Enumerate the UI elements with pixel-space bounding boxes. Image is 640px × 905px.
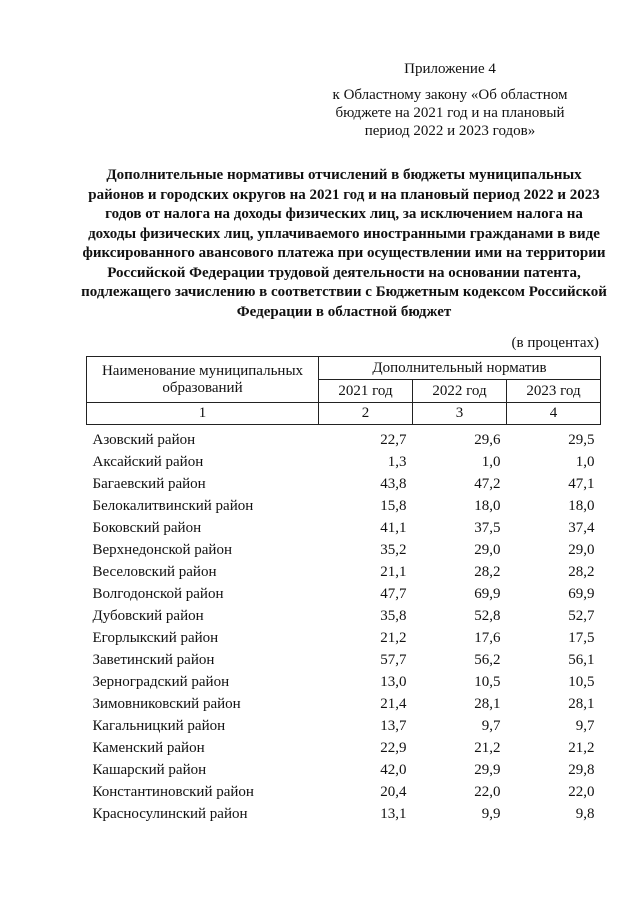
value-2021: 35,8 xyxy=(380,608,407,624)
value-2022: 52,8 xyxy=(474,608,501,624)
table-row xyxy=(87,627,601,649)
document-heading: Дополнительные нормативы отчислений в бюджеты муниципальных районов и городских округов на 2021 год и на плановый период 2022 и 2023 годов от налога на доходы физических лиц, за исключением налога на доходы физических лиц, уплачиваемого иностранными гражданами в виде фиксированного авансового платежа при осуществлении ими на территории Российской Федерации трудовой деятельности на основании патента, подлежащего зачислению в соответствии с Бюджетным кодексом Российской Федерации в областной бюджет xyxy=(81,167,607,320)
norms-table xyxy=(86,356,601,825)
value-2023: 9,7 xyxy=(575,718,595,734)
value-2023: 22,0 xyxy=(568,784,595,800)
municipality-name: Заветинский район xyxy=(92,652,215,668)
table-body xyxy=(87,425,601,826)
value-2021: 21,2 xyxy=(380,630,407,646)
value-2022: 37,5 xyxy=(474,520,501,536)
value-2023: 21,2 xyxy=(568,740,595,756)
value-2021: 13,7 xyxy=(380,718,407,734)
municipality-name: Веселовский район xyxy=(92,564,217,580)
value-2022: 1,0 xyxy=(481,454,501,470)
value-2022: 9,9 xyxy=(481,806,501,822)
value-2023: 28,2 xyxy=(568,564,595,580)
municipality-name: Егорлыкский район xyxy=(92,630,219,646)
value-2023: 1,0 xyxy=(575,454,595,470)
value-2023: 29,8 xyxy=(568,762,595,778)
table-row xyxy=(87,605,601,627)
appendix-line: период 2022 и 2023 годов» xyxy=(364,123,536,139)
municipality-name: Кашарский район xyxy=(92,762,207,778)
table-row xyxy=(87,425,601,452)
table-row xyxy=(87,737,601,759)
table-row xyxy=(87,781,601,803)
table-row xyxy=(87,451,601,473)
value-2023: 18,0 xyxy=(568,498,595,514)
appendix-title: Приложение 4 xyxy=(404,61,496,77)
value-2023: 52,7 xyxy=(568,608,595,624)
column-header-year: 2021 год xyxy=(319,380,413,403)
municipality-name: Багаевский район xyxy=(92,476,206,492)
column-number: 2 xyxy=(319,403,413,425)
table-row xyxy=(87,583,601,605)
value-2022: 28,1 xyxy=(474,696,501,712)
value-2023: 28,1 xyxy=(568,696,595,712)
appendix-line: бюджете на 2021 год и на плановый xyxy=(335,105,565,121)
municipality-name: Зимовниковский район xyxy=(92,696,241,712)
value-2021: 43,8 xyxy=(380,476,407,492)
table-row xyxy=(87,517,601,539)
value-2021: 47,7 xyxy=(380,586,407,602)
value-2021: 21,4 xyxy=(380,696,407,712)
table-row xyxy=(87,693,601,715)
value-2022: 47,2 xyxy=(474,476,501,492)
value-2022: 10,5 xyxy=(474,674,501,690)
value-2021: 13,1 xyxy=(380,806,407,822)
table-row xyxy=(87,561,601,583)
table-row xyxy=(87,671,601,693)
value-2021: 21,1 xyxy=(380,564,407,580)
municipality-name: Кагальницкий район xyxy=(92,718,226,734)
municipality-name: Дубовский район xyxy=(92,608,204,624)
municipality-name: Аксайский район xyxy=(92,454,204,470)
municipality-name: Боковский район xyxy=(92,520,202,536)
value-2023: 47,1 xyxy=(568,476,595,492)
units-note: (в процентах) xyxy=(511,335,599,351)
municipality-name: Верхнедонской район xyxy=(92,542,232,558)
value-2022: 18,0 xyxy=(474,498,501,514)
municipality-name: Азовский район xyxy=(92,432,196,448)
value-2023: 56,1 xyxy=(568,652,595,668)
appendix-line: к Областному закону «Об областном xyxy=(332,87,568,103)
column-header-year: 2023 год xyxy=(507,380,601,403)
value-2021: 1,3 xyxy=(387,454,407,470)
value-2023: 9,8 xyxy=(575,806,595,822)
table-row xyxy=(87,759,601,781)
value-2022: 56,2 xyxy=(474,652,501,668)
table-row xyxy=(87,715,601,737)
table-row xyxy=(87,539,601,561)
value-2023: 37,4 xyxy=(568,520,595,536)
value-2022: 21,2 xyxy=(474,740,501,756)
column-number: 4 xyxy=(507,403,601,425)
value-2022: 22,0 xyxy=(474,784,501,800)
value-2021: 41,1 xyxy=(380,520,407,536)
value-2021: 22,7 xyxy=(380,432,407,448)
table-row xyxy=(87,649,601,671)
table-row xyxy=(87,473,601,495)
value-2022: 28,2 xyxy=(474,564,501,580)
value-2021: 42,0 xyxy=(380,762,407,778)
municipality-name: Красносулинский район xyxy=(92,806,248,822)
municipality-name: Белокалитвинский район xyxy=(92,498,254,514)
column-number: 3 xyxy=(413,403,507,425)
value-2023: 29,5 xyxy=(568,432,595,448)
value-2021: 22,9 xyxy=(380,740,407,756)
column-header-year: 2022 год xyxy=(413,380,507,403)
column-number: 1 xyxy=(87,403,319,425)
value-2021: 13,0 xyxy=(380,674,407,690)
value-2022: 9,7 xyxy=(481,718,501,734)
value-2021: 35,2 xyxy=(380,542,407,558)
value-2023: 17,5 xyxy=(568,630,595,646)
value-2022: 17,6 xyxy=(474,630,501,646)
value-2022: 29,9 xyxy=(474,762,501,778)
municipality-name: Волгодонской район xyxy=(92,586,224,602)
column-header-name: Наименование муниципальных образований xyxy=(87,357,319,403)
municipality-name: Зерноградский район xyxy=(92,674,230,690)
value-2021: 57,7 xyxy=(380,652,407,668)
value-2022: 29,6 xyxy=(474,432,501,448)
municipality-name: Константиновский район xyxy=(92,784,254,800)
value-2023: 29,0 xyxy=(568,542,595,558)
table-row xyxy=(87,495,601,517)
value-2022: 29,0 xyxy=(474,542,501,558)
municipality-name: Каменский район xyxy=(92,740,205,756)
value-2022: 69,9 xyxy=(474,586,501,602)
table-row xyxy=(87,803,601,825)
value-2021: 15,8 xyxy=(380,498,407,514)
value-2023: 10,5 xyxy=(568,674,595,690)
value-2023: 69,9 xyxy=(568,586,595,602)
value-2021: 20,4 xyxy=(380,784,407,800)
appendix-header xyxy=(300,60,600,140)
column-group-header: Дополнительный норматив xyxy=(319,357,601,380)
